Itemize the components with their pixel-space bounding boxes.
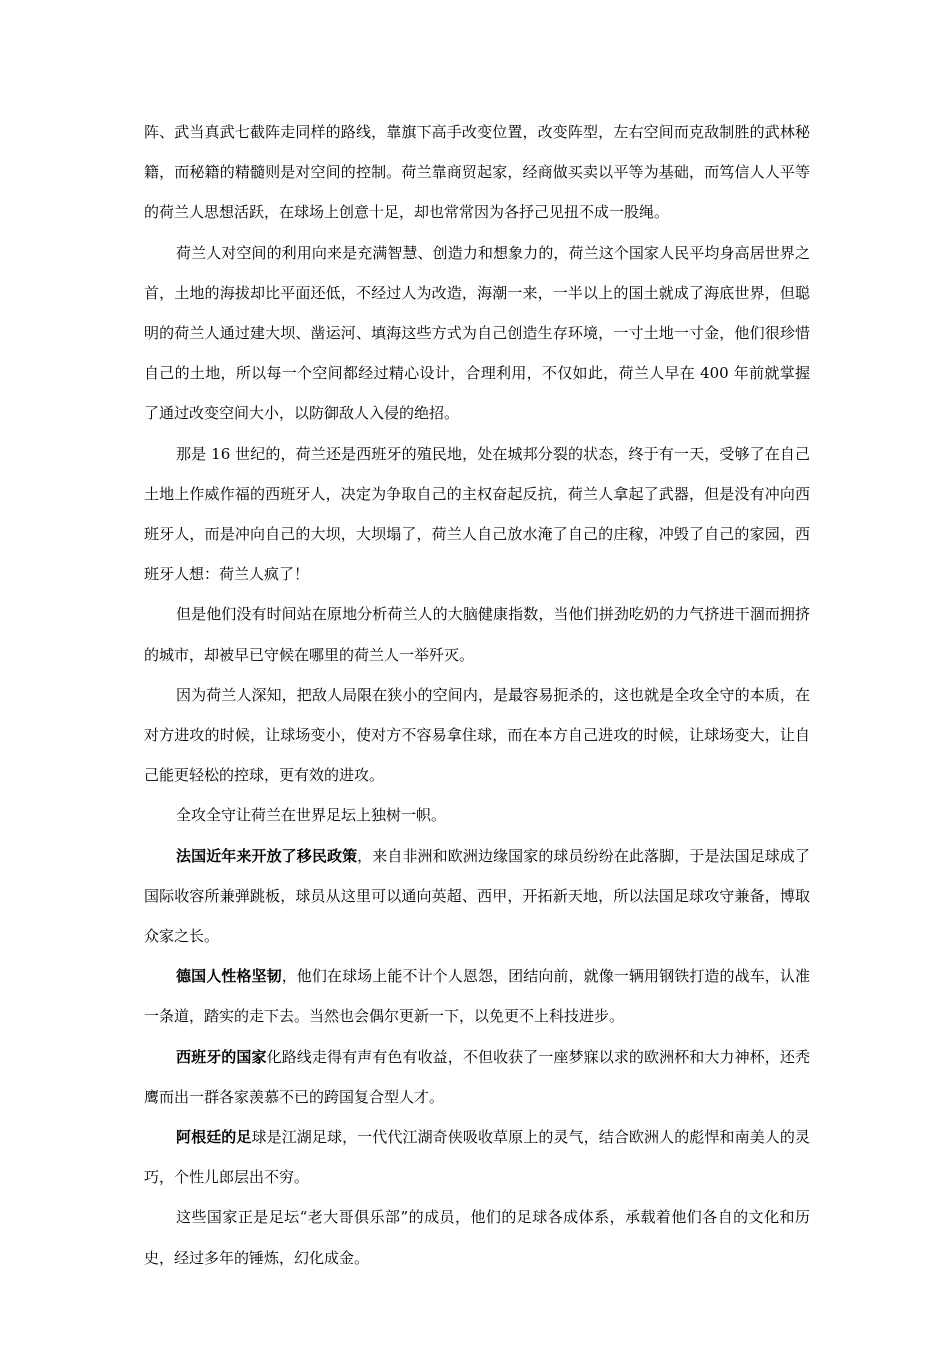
paragraph-bold-lead: 西班牙的国家 xyxy=(176,1047,267,1066)
paragraph-big-brother-club xyxy=(144,1197,810,1277)
paragraph-text: 全攻全守让荷兰在世界足坛上独树一帜。 xyxy=(176,806,447,825)
paragraph-text: 球是江湖足球，一代代江湖奇侠吸收草原上的灵气，结合欧洲人的彪悍和南美人的灵巧，个性儿郎层出不穷。 xyxy=(144,1128,810,1187)
paragraph-bold-lead: 德国人性格坚韧 xyxy=(176,967,282,986)
paragraph-germany xyxy=(144,956,810,1036)
paragraph-text: 荷兰人对空间的利用向来是充满智慧、创造力和想象力的，荷兰这个国家人民平均身高居世界之首，土地的海拔却比平面还低，不经过人为改造，海潮一来，一半以上的国土就成了海底世界，但聪明的荷兰人通过建大坝、凿运河、填海这些方式为自己创造生存环境，一寸土地一寸金，他们很珍惜自己的土地，所以每一个空间都经过精心设计，合理利用，不仅如此，荷兰人早在 400 年前就掌握了通过改变空间大小，以防御敌人入侵的绝招。 xyxy=(144,243,810,423)
paragraph-text: 但是他们没有时间站在原地分析荷兰人的大脑健康指数，当他们拼劲吃奶的力气挤进干涸而拥挤的城市，却被早已守候在哪里的荷兰人一举歼灭。 xyxy=(144,605,810,664)
paragraph-unique-style xyxy=(144,795,810,835)
paragraph-text: ，他们在球场上能不计个人恩怨，团结向前，就像一辆用钢铁打造的战车，认准一条道，踏实的走下去。当然也会偶尔更新一下，以免更不上科技进步。 xyxy=(144,967,810,1026)
paragraph-france xyxy=(144,836,810,957)
paragraph-text: 阵、武当真武七截阵走同样的路线，靠旗下高手改变位置，改变阵型，左右空间而克敌制胜的武林秘籍，而秘籍的精髓则是对空间的控制。荷兰靠商贸起家，经商做买卖以平等为基础，而笃信人人平等的荷兰人思想活跃，在球场上创意十足，却也常常因为各抒己见扭不成一股绳。 xyxy=(144,123,810,222)
paragraph-netherlands-space xyxy=(144,233,810,434)
paragraph-text: 这些国家正是足坛“老大哥俱乐部”的成员，他们的足球各成体系，承载着他们各自的文化和历史，经过多年的锤炼，幻化成金。 xyxy=(144,1208,810,1267)
paragraph-total-football xyxy=(144,675,810,796)
paragraph-spain xyxy=(144,1037,810,1117)
paragraph-text: 化路线走得有声有色有收益，不但收获了一座梦寐以求的欧洲杯和大力神杯，还秃鹰而出一群各家羡慕不已的跨国复合型人才。 xyxy=(144,1047,810,1106)
paragraph-continuation xyxy=(144,112,810,233)
paragraph-text: ，来自非洲和欧洲边缘国家的球员纷纷在此落脚，于是法国足球成了国际收容所兼弹跳板，球员从这里可以通向英超、西甲，开拓新天地，所以法国足球攻守兼备，博取众家之长。 xyxy=(144,846,810,946)
paragraph-text: 因为荷兰人深知，把敌人局限在狭小的空间内，是最容易扼杀的，这也就是全攻全守的本质，在对方进攻的时候，让球场变小，使对方不容易拿住球，而在本方自己进攻的时候，让球场变大，让自己能更轻松的控球，更有效的进攻。 xyxy=(144,685,810,785)
paragraph-bold-lead: 法国近年来开放了移民政策 xyxy=(176,846,358,865)
document-body xyxy=(144,112,810,1278)
paragraph-16th-century xyxy=(144,434,810,595)
paragraph-spanish-defeat xyxy=(144,594,810,674)
paragraph-bold-lead: 阿根廷的足 xyxy=(176,1128,252,1147)
paragraph-text: 那是 16 世纪的，荷兰还是西班牙的殖民地，处在城邦分裂的状态，终于有一天，受够了在自己土地上作威作福的西班牙人，决定为争取自己的主权奋起反抗，荷兰人拿起了武器，但是没有冲向西班牙人，而是冲向自己的大坝，大坝塌了，荷兰人自己放水淹了自己的庄稼，冲毁了自己的家园，西班牙人想：荷兰人疯了！ xyxy=(144,444,810,584)
paragraph-argentina xyxy=(144,1117,810,1197)
